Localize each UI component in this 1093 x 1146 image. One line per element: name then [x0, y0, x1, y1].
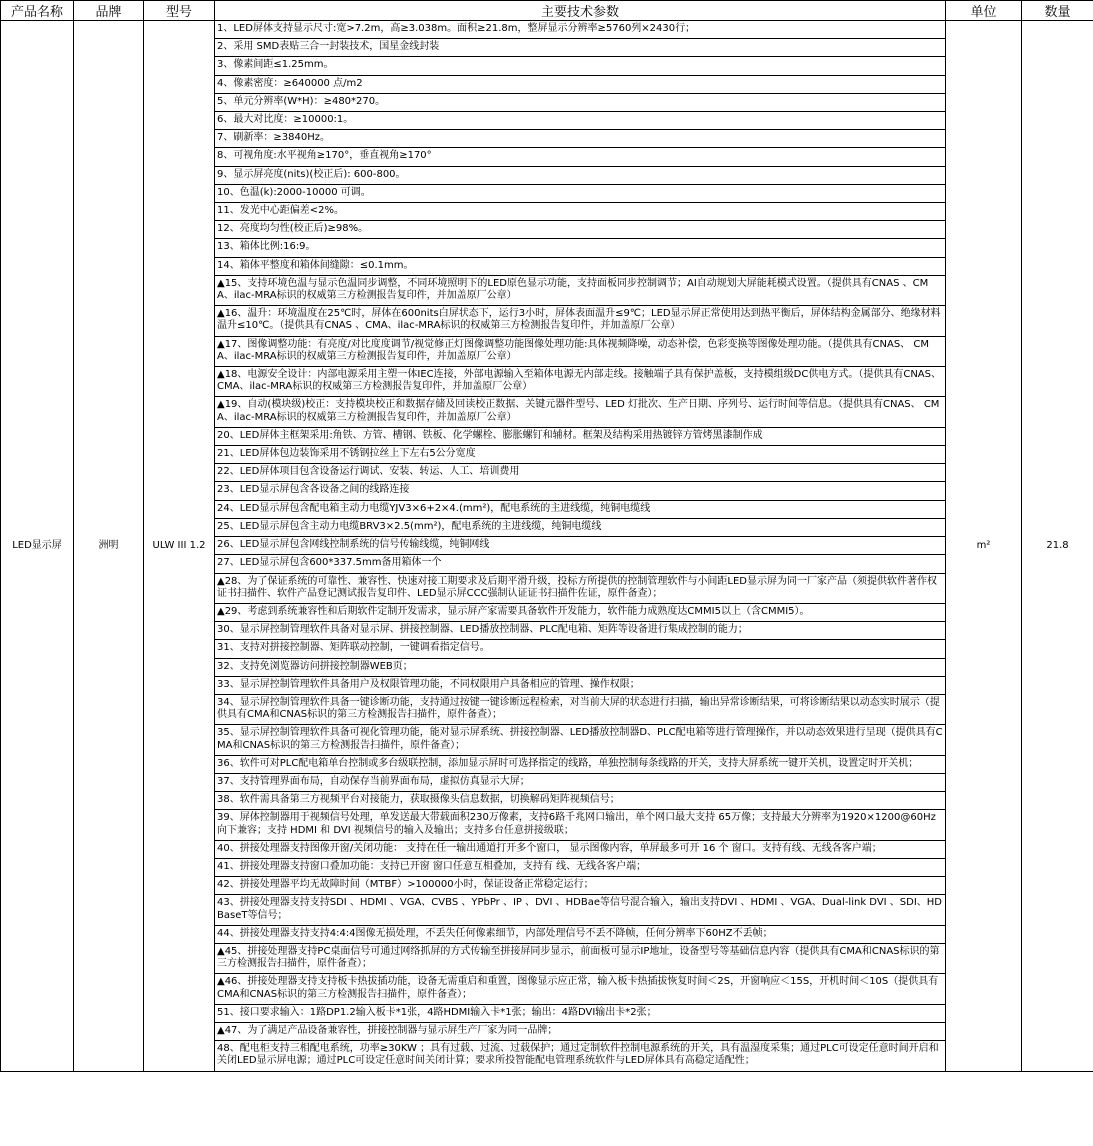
params-list [215, 21, 945, 1071]
param-item: ▲29、考虑到系统兼容性和后期软件定制开发需求，显示屏产家需要具备软件开发能力，软件能力成熟度达CMMI5以上（含CMMI5）。 [215, 603, 945, 621]
param-row [215, 573, 945, 603]
param-item: 4、像素密度：≥640000 点/m2 [215, 75, 945, 93]
param-row [215, 336, 945, 366]
param-item: 34、显示屏控制管理软件具备一键诊断功能，支持通过按键一键诊断远程检索，对当前大屏的状态进行扫描，输出异常诊断结果，可将诊断结果以动态实时展示（提供具有CMA和CNAS标识的第三方检测报告扫描件，原件备查）； [215, 694, 945, 724]
param-row [215, 203, 945, 221]
param-item: 9、显示屏亮度(nits)(校正后): 600-800。 [215, 166, 945, 184]
param-row [215, 446, 945, 464]
param-row [215, 21, 945, 39]
header-model: 型号 [144, 1, 215, 21]
param-row [215, 773, 945, 791]
param-item: 37、支持管理界面布局，自动保存当前界面布局，虚拟仿真显示大屏； [215, 773, 945, 791]
param-item: 6、最大对比度：≥10000:1。 [215, 112, 945, 130]
param-row [215, 974, 945, 1004]
param-item: 30、显示屏控制管理软件具备对显示屏、拼接控制器、LED播放控制器、PLC配电箱、矩阵等设备进行集成控制的能力； [215, 622, 945, 640]
param-row [215, 555, 945, 573]
param-item: 26、LED显示屏包含网线控制系统的信号传输线缆，纯铜网线 [215, 537, 945, 555]
param-row [215, 306, 945, 336]
param-item: ▲46、拼接处理器支持支持板卡热拔插功能，设备无需重启和重置，图像显示应正常，输入板卡热插拔恢复时间＜2S，开窗响应＜15S，开机时间＜10S（提供具有CMA和CNAS标识的第三方检测报告扫描件，原件备查）； [215, 974, 945, 1004]
param-item: 42、拼接处理器平均无故障时间（MTBF）>100000小时，保证设备正常稳定运行； [215, 877, 945, 895]
cell-quantity: 21.8 [1022, 21, 1093, 1072]
param-row [215, 676, 945, 694]
param-row [215, 500, 945, 518]
param-row [215, 925, 945, 943]
param-row [215, 39, 945, 57]
param-item: 41、拼接处理器支持窗口叠加功能：支持已开窗 窗口任意互相叠加，支持有 线、无线各客户端； [215, 858, 945, 876]
param-item: ▲18、电源安全设计：内部电源采用主塑一体IEC连接，外部电源输入至箱体电源无内部走线。接触端子具有保护盖板，支持模组级DC供电方式。（提供具有CNAS、 CMA、ilac-MRA标识的权威第三方检测报告复印件，并加盖原厂公章） [215, 367, 945, 397]
param-item: ▲19、自动(模块级)校正：支持模块校正和数据存储及回读校正数据、关键元器件型号、LED 灯批次、生产日期、序列号、运行时间等信息。（提供具有CNAS、 CMA、ilac-MRA标识的权威第三方检测报告复印件，并加盖原厂公章） [215, 397, 945, 427]
param-row [215, 640, 945, 658]
param-row [215, 166, 945, 184]
param-item: 31、支持对拼接控制器、矩阵联动控制，一键调看指定信号。 [215, 640, 945, 658]
table-row [1, 21, 1093, 1072]
param-row [215, 895, 945, 925]
param-row [215, 694, 945, 724]
param-item: 3、像素间距≤1.25mm。 [215, 57, 945, 75]
param-item: 40、拼接处理器支持图像开窗/关闭功能： 支持在任一输出通道打开多个窗口， 显示图像内容，单屏最多可开 16 个 窗口。支持有线、无线各客户端； [215, 840, 945, 858]
param-row [215, 112, 945, 130]
param-row [215, 239, 945, 257]
param-item: 5、单元分辨率(W*H)：≥480*270。 [215, 93, 945, 111]
param-item: 44、拼接处理器支持支持4:4:4图像无损处理，不丢失任何像素细节，内部处理信号不丢不降帧，任何分辨率下60HZ不丢帧； [215, 925, 945, 943]
param-row [215, 75, 945, 93]
param-row [215, 1041, 945, 1071]
param-row [215, 755, 945, 773]
param-row [215, 725, 945, 755]
param-row [215, 877, 945, 895]
param-item: ▲47、为了满足产品设备兼容性，拼接控制器与显示屏生产厂家为同一品牌； [215, 1022, 945, 1040]
header-quantity: 数量 [1022, 1, 1093, 21]
param-row [215, 943, 945, 973]
param-item: 35、显示屏控制管理软件具备可视化管理功能，能对显示屏系统、拼接控制器、LED播放控制器D、PLC配电箱等进行管理操作，并以动态效果进行呈现（提供具有CMA和CNAS标识的第三方检测报告扫描件，原件备查）； [215, 725, 945, 755]
param-item: 36、软件可对PLC配电箱单台控制或多台级联控制，添加显示屏时可选择指定的线路，单独控制每条线路的开关，支持大屏系统一键开关机，设置定时开关机； [215, 755, 945, 773]
param-item: 20、LED屏体主框架采用:角铁、方管、槽钢、铁板、化学螺栓、膨胀螺钉和辅材。框架及结构采用热镀锌方管烤黑漆制作成 [215, 427, 945, 445]
header-row [1, 1, 1093, 21]
param-item: 51、接口要求输入：1路DP1.2输入板卡*1张，4路HDMI输入卡*1张；输出：4路DVI输出卡*2张； [215, 1004, 945, 1022]
param-item: ▲17、图像调整功能：有亮度/对比度度调节/视觉修正灯图像调整功能图像处理功能:具体视频降噪，动态补偿，色彩变换等图像处理功能。（提供具有CNAS、 CMA、ilac-MRA标识的权威第三方检测报告复印件，并加盖原厂公章） [215, 336, 945, 366]
param-row [215, 397, 945, 427]
param-item: ▲28、为了保证系统的可靠性、兼容性、快速对接工期要求及后期平滑升级，投标方所提供的控制管理软件与小间距LED显示屏为同一厂家产品（须提供软件著作权证书扫描件、软件产品登记测试报告复印件、LED显示屏CCC强制认证证书扫描件佐证，原件备查）； [215, 573, 945, 603]
param-row [215, 792, 945, 810]
param-row [215, 658, 945, 676]
header-params: 主要技术参数 [215, 1, 946, 21]
param-row [215, 184, 945, 202]
param-row [215, 622, 945, 640]
header-brand: 品牌 [74, 1, 144, 21]
param-item: 39、屏体控制器用于视频信号处理，单发送最大带载面积230万像素，支持6路千兆网口输出，单个网口最大支持 65万像；支持最大分辨率为1920×1200@60Hz 向下兼容；支持 HDMI 和 DVI 视频信号的输入及输出；支持多台任意拼接级联； [215, 810, 945, 840]
param-item: 12、亮度均匀性(校正后)≥98%。 [215, 221, 945, 239]
param-item: 24、LED显示屏包含配电箱主动力电缆YJV3×6+2×4.(mm²)，配电系统的主进线缆，纯铜电缆线 [215, 500, 945, 518]
param-row [215, 427, 945, 445]
param-item: 1、LED屏体支持显示尺寸:宽>7.2m，高≥3.038m。面积≥21.8m，整屏显示分辨率≥5760列×2430行； [215, 21, 945, 39]
param-item: 22、LED屏体项目包含设备运行调试、安装、转运、人工、培训费用 [215, 464, 945, 482]
param-item: ▲15、支持环境色温与显示色温同步调整，不同环境照明下的LED原色显示功能，支持面板同步控制调节；AI自动规划大屏能耗模式设置。（提供具有CNAS 、CMA、ilac-MRA标识的权威第三方检测报告复印件，并加盖原厂公章） [215, 275, 945, 305]
param-item: ▲16、温升：环境温度在25℃时，屏体在600nits白屏状态下，运行3小时，屏体表面温升≤9℃；LED显示屏正常使用达到热平衡后，屏体结构金属部分、绝缘材料温升≤10℃。（提供具有CNAS 、CMA、ilac-MRA标识的权威第三方检测报告复印件，并加盖原厂公章） [215, 306, 945, 336]
cell-params [215, 21, 946, 1072]
header-product-name: 产品名称 [1, 1, 74, 21]
param-row [215, 275, 945, 305]
param-row [215, 130, 945, 148]
param-row [215, 810, 945, 840]
param-item: 21、LED屏体包边装饰采用不锈钢拉丝上下左右5公分宽度 [215, 446, 945, 464]
header-unit: 单位 [946, 1, 1022, 21]
cell-product-name: LED显示屏 [1, 21, 74, 1072]
param-item: ▲45、拼接处理器支持PC桌面信号可通过网络抓屏的方式传输至拼接屏同步显示，前面板可显示IP地址，设备型号等基础信息内容（提供具有CMA和CNAS标识的第三方检测报告扫描件，原件备查）； [215, 943, 945, 973]
param-item: 2、采用 SMD表贴三合一封装技术，国星金线封装 [215, 39, 945, 57]
param-row [215, 221, 945, 239]
param-row [215, 537, 945, 555]
param-row [215, 840, 945, 858]
param-item: 25、LED显示屏包含主动力电缆BRV3×2.5(mm²)，配电系统的主进线缆，纯铜电缆线 [215, 518, 945, 536]
param-row [215, 858, 945, 876]
param-row [215, 57, 945, 75]
param-row [215, 148, 945, 166]
param-row [215, 93, 945, 111]
param-item: 48、配电柜支持三相配电系统，功率≥30KW ；具有过载、过流、过载保护；通过定制软件控制电源系统的开关，具有温湿度采集；通过PLC可设定任意时间开启和关闭LED显示屏电源；通过PLC可设定任意时间关闭计算；要求所投智能配电管理系统软件与LED屏体具有高稳定适配性； [217, 1043, 939, 1067]
cell-brand: 洲明 [74, 21, 144, 1072]
param-item: 11、发光中心距偏差<2%。 [215, 203, 945, 221]
param-row [215, 367, 945, 397]
param-item: 38、软件需具备第三方视频平台对接能力，获取摄像头信息数据，切换解码矩阵视频信号； [215, 792, 945, 810]
param-item: 33、显示屏控制管理软件具备用户及权限管理功能，不同权限用户具备相应的管理、操作权限； [215, 676, 945, 694]
param-item: 10、色温(k):2000-10000 可调。 [215, 184, 945, 202]
param-row [215, 1022, 945, 1040]
cell-model: ULW III 1.2 [144, 21, 215, 1072]
param-item: 32、支持免浏览器访问拼接控制器WEB页； [215, 658, 945, 676]
param-item: 23、LED显示屏包含各设备之间的线路连接 [215, 482, 945, 500]
param-row [215, 603, 945, 621]
param-item: 43、拼接处理器支持支持SDI 、HDMI 、VGA、CVBS 、YPbPr 、IP 、DVI 、HDBae等信号混合输入，输出支持DVI 、HDMI 、VGA、Dual-link DVI 、SDI、HDBaseT等信号； [215, 895, 945, 925]
param-item: 13、箱体比例:16:9。 [215, 239, 945, 257]
param-item: 8、可视角度:水平视角≥170°，垂直视角≥170° [215, 148, 945, 166]
param-row [215, 482, 945, 500]
param-row [215, 257, 945, 275]
param-item: 27、LED显示屏包含600*337.5mm备用箱体一个 [215, 555, 945, 573]
param-row [215, 1004, 945, 1022]
cell-unit: m² [946, 21, 1022, 1072]
param-row [215, 518, 945, 536]
param-item: 14、箱体平整度和箱体间缝隙：≤0.1mm。 [215, 257, 945, 275]
param-item: 7、刷新率：≥3840Hz。 [215, 130, 945, 148]
param-row [215, 464, 945, 482]
